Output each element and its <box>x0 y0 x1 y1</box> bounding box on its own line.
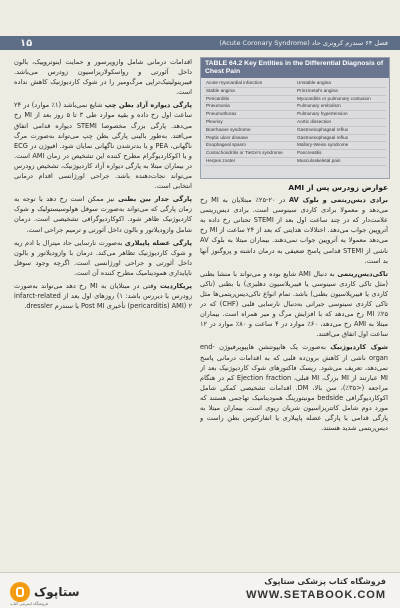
table-title: TABLE 64.2 Key Entities in the Differential Diagnosis of Chest Pain <box>201 58 389 78</box>
table-cell: Prinzmetal's angina <box>295 88 386 96</box>
paragraph <box>14 194 192 234</box>
table-cell: Costochondritis or Tietze's syndrome <box>204 150 295 158</box>
chapter-title: فصل ۶۴ سندرم کرونری حاد (Acute Coronary Syndrome) <box>219 39 388 47</box>
inline-heading: پریکاردیت <box>160 281 192 290</box>
table-cell: Myocarditis or pulmonary contusion <box>295 96 386 104</box>
paragraph-text: به‌صورت نارسایی حاد میترال با ادم ریه و شوک کاردیوژنیک تظاهر می‌کند. درمان با وازودیلاتور و بالون داخل آئورتی و جراحی اورژانسی است. اگرچه وجود سوفل ناپایداری همودینامیک مطرح کننده آن است. <box>14 238 192 277</box>
paragraph <box>14 238 192 278</box>
table-cell: Acute myocardial infarction <box>204 80 295 88</box>
footer-store-title: فروشگاه کتاب پزشکی ستاپوک <box>264 577 386 586</box>
table-cell: Pulmonary hypertension <box>295 111 386 119</box>
table-cell: Pulmonary embolism <box>295 103 386 111</box>
table-cell: Gastroesophageal reflux <box>295 127 386 135</box>
table-cell: Musculoskeletal pain <box>295 158 386 166</box>
paragraph-text: نیز ممکن است رخ دهد با توجه به زمان پارگی که می‌تواند به‌صورت سوفل هولوسیستولیک و شوک کاردیوژنیک ظاهر شود. اکوکاردیوگرافی تشخیصی است. درمان شامل وازودیلاتور و بالون داخل آئورتی و ترمیم جراحی است. <box>14 195 192 234</box>
table-cell: Stable angina <box>204 88 295 96</box>
differential-diagnosis-table <box>200 57 390 179</box>
paragraph <box>200 269 388 340</box>
paragraph-text: به دنبال AMI شایع بوده و می‌تواند با منشا بطنی (مثل تاکی کاردی سینوسی یا فیبریلاسیون دهلیزی) یا بطنی (تاکی کاردی یا فیبریلاسیون بطنی) باشد. تمام انواع تاکی‌دیس‌ریتمی‌ها مثل تاکی کاردی سینوسی جبرانی به‌دنبال نارسایی قلبی (CHF) که در ۲۵٪ MI رخ می‌دهد که با افزایش مرگ و میر همراه است. بیماران مبتلا به AMI رخ می‌دهد، ۶۰٪ موارد در ۴ ساعت و ۸۰٪ موارد در ۱۲ ساعت اول اتفاق می‌افتند. <box>200 269 388 339</box>
table-cell: Mallory-Weiss syndrome <box>295 142 386 150</box>
table-cell: Pancreatitis <box>295 150 386 158</box>
table-cell: Aortic dissection <box>295 119 386 127</box>
table-cell: Gastroesophageal reflux <box>295 135 386 143</box>
table-cell: Pneumonia <box>204 103 295 111</box>
inline-heading: پارگی دیواره آزاد بطن چپ <box>104 101 192 110</box>
chapter-header <box>0 36 400 50</box>
inline-heading: پارگی جدار بین بطنی <box>117 195 192 204</box>
inline-heading: شوک کاردیوژنیک <box>330 343 388 352</box>
paragraph <box>14 281 192 311</box>
right-text-column <box>200 182 388 572</box>
paragraph-text: شایع نمی‌باشد (۱٪ موارد) در ۲۴ ساعت اول رخ داده و بقیه موارد طی ۳ تا ۵ روز بعد از MI رخ می‌دهد. پارگی بزرگ مخصوصا STEMI دیواره قدامی اتفاق می‌افتد. به‌طور بالینی پارگی بطن چپ می‌تواند به‌صورت مرگ ناگهانی، PEA و یا بدترشدن ناگهانی نمایان شود. افیوژن در ECG و یا اکوکاردیوگرام مطرح کننده این تشخیص در زمان AMI است. در بیماران مبتلا به پارگی دیواره آزاد کاردیوژنیک، تشخیص زودرس می‌تواند نجات‌دهنده باشد. جراحی اورژانسی اقدام درمانی انتخابی است. <box>14 101 192 191</box>
paragraph-text: به‌صورت یک هایپوتنشن هایپوپرفیوژن end-organ ناشی از کاهش برون‌ده قلبی که به اقدامات درمانی پاسخ نمی‌دهد، تعریف می‌شود. ریسک فاکتورهای شوک کاردیوژنیک بعد از MI عبارتند از MI بزرگ، MI قبلی، Ejection fraction کم در هنگام مراجعه (<۳۵٪)، سن بالا، DM. اقدامات تشخیصی کمکی شامل اکوکاردیوگرافی bedside مونیتورینگ همودینامیک تهاجمی هستند که مورد دوم شامل کاتتریزاسیون شریان ریوی است. بیماران مبتلا به پارگی قدامی یا پارگی عضله پاپیلاری یا انفارکتوس بطن راست و دیس‌ریتمی شدید هستند. <box>200 343 388 433</box>
paragraph <box>200 342 388 433</box>
paragraph <box>200 195 388 266</box>
table-cell: Unstable angina <box>295 80 386 88</box>
book-icon <box>10 582 30 602</box>
logo-text: ستاپوک <box>34 585 80 599</box>
paragraph-text: وقتی در مبتلایان به MI رخ دهد می‌تواند به‌صورت زودرس یا دیررس باشد: ۱) روزهای اول بعد از infarct-related pericarditis) AMI) ۲) تأخیری Post MI یا سندرم dressler. <box>14 281 192 311</box>
inline-heading: تاکی‌دیس‌ریتمی <box>337 269 388 278</box>
inline-heading: برادی دیس‌ریتمی و بلوک AV <box>289 196 388 205</box>
table-cell: Herpes zoster <box>204 158 295 166</box>
table-cell: Peptic ulcer disease <box>204 135 295 143</box>
paragraph: اقدامات درمانی شامل وازوپرسور و حمایت اینوتروپیک، بالون داخل آئورتی و رواسکولاریزاسیون زودرس می‌باشد. فیبرینولیتیک‌تراپی مرگ‌ومیر را در شوک کاردیوژنیک کاهش نداده است. <box>14 58 192 97</box>
section-heading: عوارض زودرس پس از AMI <box>288 183 388 192</box>
table-cell: Pericarditis <box>204 96 295 104</box>
table-cell: Pneumothorax <box>204 111 295 119</box>
page-number: ۱۵ <box>20 38 33 49</box>
table-left-column <box>204 80 295 166</box>
table-right-column <box>295 80 386 166</box>
left-text-column <box>14 57 192 572</box>
table-cell: Boerhaave syndrome <box>204 127 295 135</box>
footer-url-link[interactable]: WWW.SETABOOK.COM <box>246 589 386 601</box>
logo-subtitle: فروشگاه اینترنتی کتاب <box>10 601 49 606</box>
footer-banner <box>0 572 400 608</box>
inline-heading: پارگی عضله پاپیلاری <box>124 238 192 247</box>
paragraph <box>14 100 192 191</box>
table-cell: Esophageal spasm <box>204 142 295 150</box>
paragraph-text: در ۲۰-۲۵٪ مبتلایان به MI رخ می‌دهد و معمولا برادی کاردی سینوسی است. برادی دیس‌ریتمی علامت‌دار که در چند ساعت اول بعد از STEMI تحتانی رخ داده به آتروپین جواب می‌دهد. اختلالات هدایتی که بعد از ۲۴ ساعت از MI رخ می‌دهد معمولا به آتروپین جواب نمی‌دهند. بیماران مبتلا به بلوک AV ناشی از STEMI قدامی پاسخ ضعیفی به درمان داشته و پروگنوز آنها بد است. <box>200 196 388 265</box>
table-cell: Pleurisy <box>204 119 295 127</box>
